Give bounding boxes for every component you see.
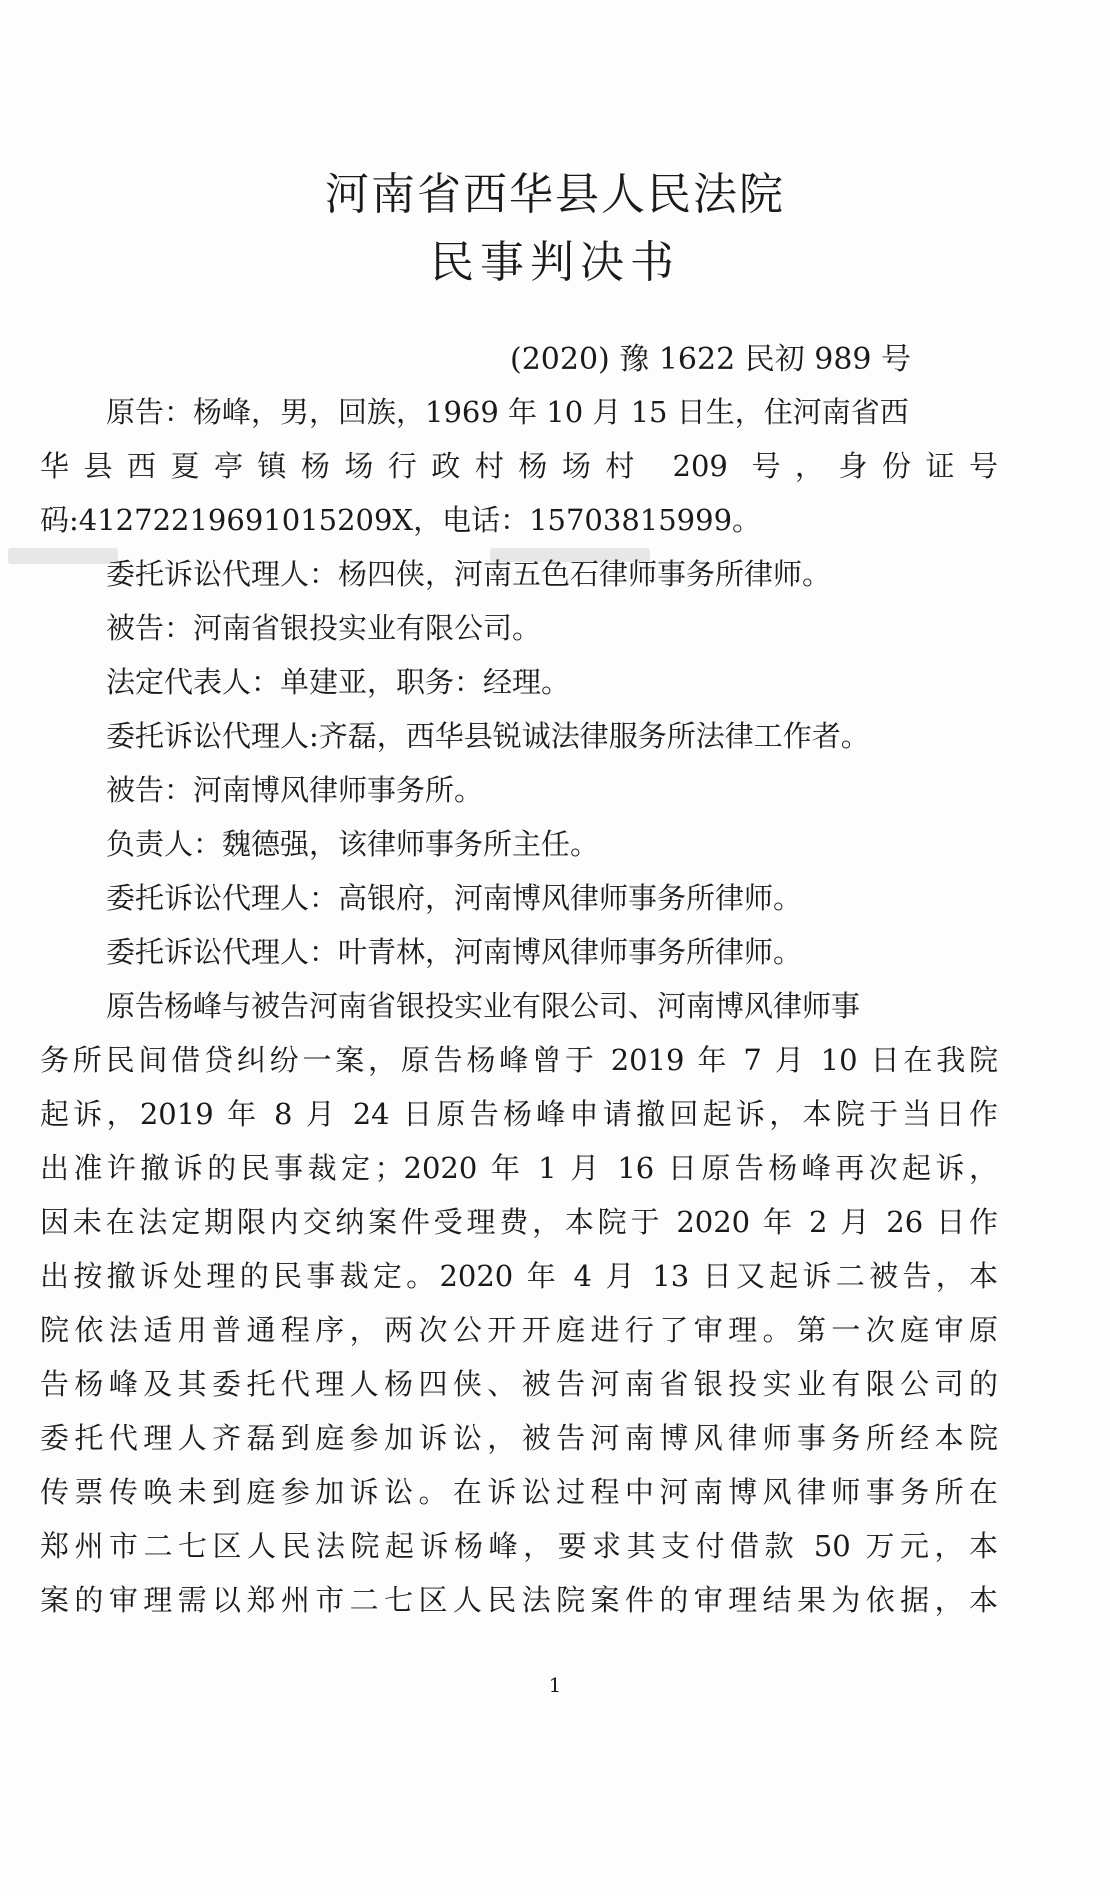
scan-smudge xyxy=(8,548,118,564)
paragraph-line: 传票传唤未到庭参加诉讼。在诉讼过程中河南博风律师事务所在 xyxy=(40,1475,998,1509)
plaintiff-line-3: 码:41272219691015209X，电话：15703815999。 xyxy=(40,503,762,537)
paragraph-line: 告杨峰及其委托代理人杨四侠、被告河南省银投实业有限公司的 xyxy=(40,1367,998,1401)
case-number: (2020) 豫 1622 民初 989 号 xyxy=(510,342,912,377)
paragraph-line: 起诉，2019 年 8 月 24 日原告杨峰申请撤回起诉，本院于当日作 xyxy=(40,1097,998,1131)
paragraph-line: 院依法适用普通程序，两次公开开庭进行了审理。第一次庭审原 xyxy=(40,1313,998,1347)
defendant-2-agent-line-2: 委托诉讼代理人：叶青林，河南博风律师事务所律师。 xyxy=(106,935,803,969)
court-name: 河南省西华县人民法院 xyxy=(325,169,785,220)
paragraph-line: 委托代理人齐磊到庭参加诉讼，被告河南博风律师事务所经本院 xyxy=(40,1421,998,1455)
paragraph-line: 出按撤诉处理的民事裁定。2020 年 4 月 13 日又起诉二被告，本 xyxy=(40,1259,998,1293)
legal-rep-line: 法定代表人：单建亚，职务：经理。 xyxy=(106,665,571,699)
plaintiff-line-1: 原告：杨峰，男，回族，1969 年 10 月 15 日生，住河南省西 xyxy=(106,395,909,429)
plaintiff-line-2: 华县西夏亭镇杨场行政村杨场村 209 号，身份证号 xyxy=(40,449,998,483)
defendant-1-agent-line: 委托诉讼代理人:齐磊，西华县锐诚法律服务所法律工作者。 xyxy=(106,719,870,753)
paragraph-line: 案的审理需以郑州市二七区人民法院案件的审理结果为依据，本 xyxy=(40,1583,998,1617)
paragraph-line: 出准许撤诉的民事裁定；2020 年 1 月 16 日原告杨峰再次起诉， xyxy=(40,1151,998,1185)
document-type: 民事判决书 xyxy=(430,237,680,288)
responsible-person-line: 负责人：魏德强，该律师事务所主任。 xyxy=(106,827,600,861)
defendant-2-line: 被告：河南博风律师事务所。 xyxy=(106,773,484,807)
plaintiff-agent-line: 委托诉讼代理人：杨四侠，河南五色石律师事务所律师。 xyxy=(106,557,832,591)
defendant-1-line: 被告：河南省银投实业有限公司。 xyxy=(106,611,542,645)
paragraph-line: 原告杨峰与被告河南省银投实业有限公司、河南博风律师事 xyxy=(106,989,861,1023)
paragraph-line: 务所民间借贷纠纷一案，原告杨峰曾于 2019 年 7 月 10 日在我院 xyxy=(40,1043,998,1077)
paragraph-line: 因未在法定期限内交纳案件受理费，本院于 2020 年 2 月 26 日作 xyxy=(40,1205,998,1239)
paragraph-line: 郑州市二七区人民法院起诉杨峰，要求其支付借款 50 万元，本 xyxy=(40,1529,998,1563)
defendant-2-agent-line-1: 委托诉讼代理人：高银府，河南博风律师事务所律师。 xyxy=(106,881,803,915)
page-number: 1 xyxy=(548,1673,562,1697)
